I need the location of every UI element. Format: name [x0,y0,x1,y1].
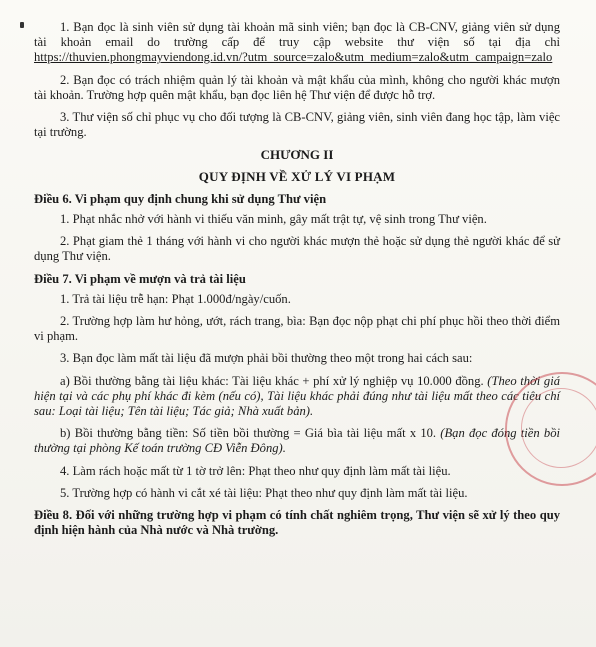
item-3b-note: (Bạn đọc đóng tiền bồi thường tại phòng Kế toán trường CĐ Viễn Đông). [34,426,560,456]
article-7-item-3: 3. Bạn đọc làm mất tài liệu đã mượn phải bồi thường theo một trong hai cách sau: [60,351,473,366]
item-3b-text: b) Bồi thường bằng tiền: Số tiền bồi thường = Giá bìa tài liệu mất x 10. [60,426,441,441]
article-8-paragraph: Điều 8. Đối với những trường hợp vi phạm có tính chất nghiêm trọng, Thư viện sẽ xử lý theo quy định hiện hành của Nhà nước và Nhà trường. [34,508,560,538]
rule-1-text: 1. Bạn đọc là sinh viên sử dụng tài khoản mã sinh viên; bạn đọc là CB-CNV, giảng viên sử dụng tài khoản email do trường cấp để truy cập website thư viện số tại địa chỉ [34,20,560,50]
red-seal-inner-ring [521,388,596,468]
article-6-item-2: 2. Phạt giam thẻ 1 tháng với hành vi cho người khác mượn thẻ hoặc sử dụng thẻ người khác để sử dụng Thư viện. [34,234,560,264]
article-7-title: Điều 7. Vi phạm về mượn và trả tài liệu [34,271,246,286]
scan-artifact-mark [20,22,24,28]
article-7-item-1: 1. Trả tài liệu trễ hạn: Phạt 1.000đ/ngày/cuốn. [60,291,291,306]
library-website-link[interactable]: https://thuvien.phongmayviendong.id.vn/?utm_source=zalo&utm_medium=zalo&utm_campaign=zalo [34,50,553,65]
article-6-title: Điều 6. Vi phạm quy định chung khi sử dụng Thư viện [34,191,327,206]
chapter-title: QUY ĐỊNH VỀ XỬ LÝ VI PHẠM [198,168,396,184]
item-3a-text: a) Bồi thường bằng tài liệu khác: Tài liệu khác + phí xử lý nghiệp vụ 10.000 đồng. [60,373,488,388]
article-7-item-3a [34,374,560,420]
article-7-item-5: 5. Trường hợp có hành vi cắt xé tài liệu: Phạt theo như quy định làm mất tài liệu. [60,485,468,500]
article-7-item-3b [34,426,560,456]
article-6-item-1: 1. Phạt nhắc nhở với hành vi thiếu văn minh, gây mất trật tự, vệ sinh trong Thư viện. [60,212,487,227]
rule-1-paragraph [34,20,560,66]
chapter-number: CHƯƠNG II [260,147,334,163]
item-3a-note: (Theo thời giá hiện tại và các phụ phí khác đi kèm (nếu có), Tài liệu khác phải đúng như tài liệu mất theo các tiêu chí sau: Loại tài liệu; Tên tài liệu; Tác giả; Nhà xuất bản). [34,373,560,419]
rule-3-paragraph: 3. Thư viện số chỉ phục vụ cho đối tượng là CB-CNV, giảng viên, sinh viên đang học tập, làm việc tại trường. [34,110,560,140]
article-7-item-2: 2. Trường hợp làm hư hỏng, ướt, rách trang, bìa: Bạn đọc nộp phạt chi phí phục hồi theo thời điểm vi phạm. [34,314,560,344]
rule-2-paragraph: 2. Bạn đọc có trách nhiệm quản lý tài khoản và mật khẩu của mình, không cho người khác mượn tài khoản. Trường hợp quên mật khẩu, bạn đọc liên hệ Thư viện để được hỗ trợ. [34,72,560,102]
article-7-item-4: 4. Làm rách hoặc mất từ 1 tờ trở lên: Phạt theo như quy định làm mất tài liệu. [60,463,451,478]
